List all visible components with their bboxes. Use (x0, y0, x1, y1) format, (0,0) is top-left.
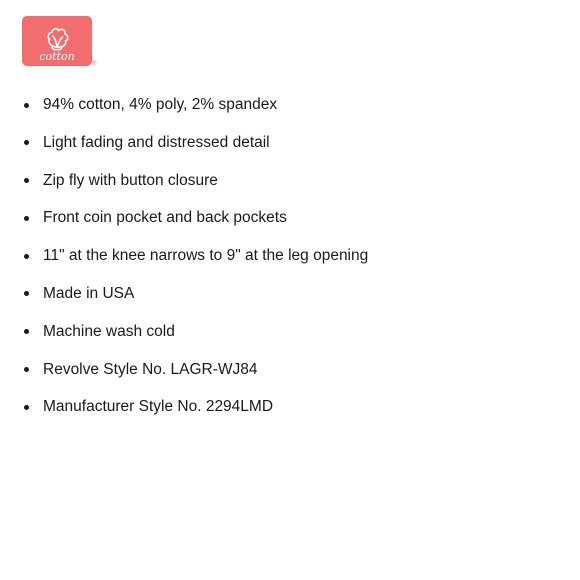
list-item (0, 133, 580, 171)
list-item-text: Front coin pocket and back pockets (43, 209, 287, 227)
bullet-icon (24, 254, 29, 259)
cotton-logo (22, 16, 97, 68)
list-item (0, 171, 580, 209)
list-item (0, 284, 580, 322)
list-item (0, 397, 580, 435)
list-item-text: Machine wash cold (43, 322, 175, 340)
list-item (0, 246, 580, 284)
list-item (0, 95, 580, 133)
bullet-icon (24, 367, 29, 372)
bullet-icon (24, 405, 29, 410)
bullet-icon (24, 291, 29, 296)
feature-list (0, 95, 580, 435)
list-item (0, 322, 580, 360)
cotton-logo-badge (22, 16, 92, 66)
bullet-icon (24, 140, 29, 145)
list-item-text: Revolve Style No. LAGR-WJ84 (43, 360, 258, 378)
bullet-icon (24, 329, 29, 334)
list-item-text: Zip fly with button closure (43, 171, 218, 189)
list-item-text: Light fading and distressed detail (43, 133, 270, 151)
list-item (0, 360, 580, 398)
cotton-boll-icon (22, 16, 92, 66)
list-item-text: 11" at the knee narrows to 9" at the leg opening (43, 247, 369, 265)
list-item (0, 208, 580, 246)
bullet-icon (24, 216, 29, 221)
list-item-text: 94% cotton, 4% poly, 2% spandex (43, 96, 278, 113)
bullet-icon (24, 103, 29, 108)
list-item-text: Manufacturer Style No. 2294LMD (43, 398, 274, 416)
list-item-text: Made in USA (43, 284, 135, 302)
registered-mark: ® (92, 61, 97, 67)
bullet-icon (24, 178, 29, 183)
cotton-logo-wordmark: cotton (39, 50, 75, 63)
